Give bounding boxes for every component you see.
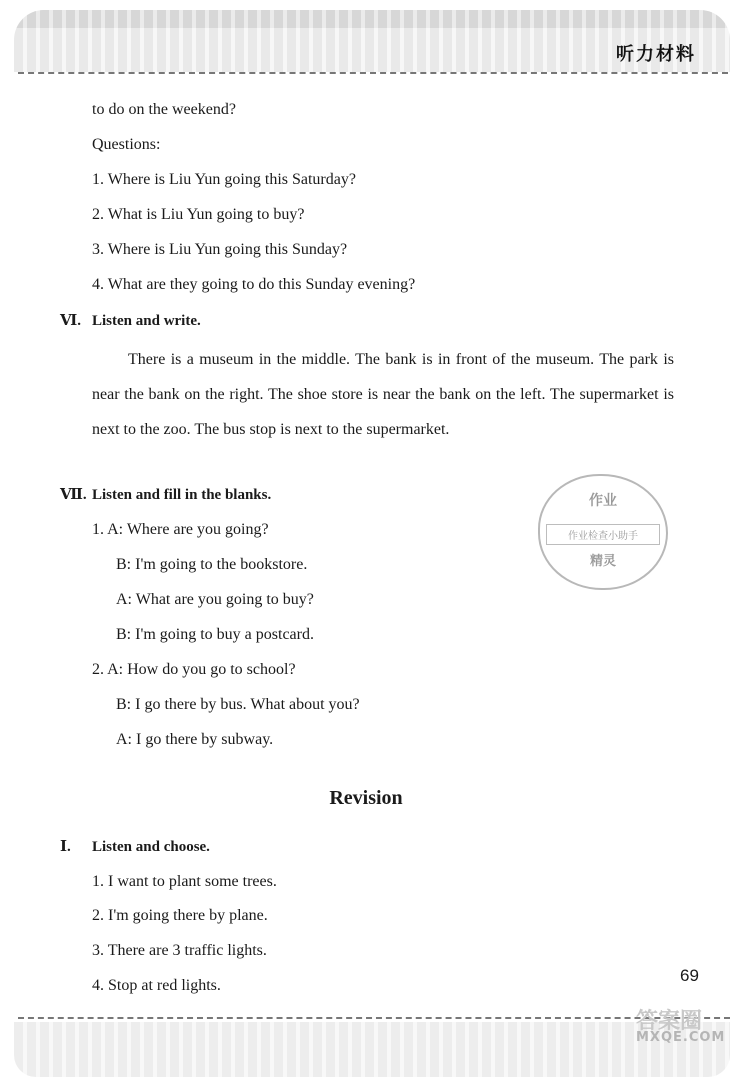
revision-title: Revision	[329, 787, 403, 809]
header-divider	[18, 72, 728, 74]
question-item: 3. Where is Liu Yun going this Sunday?	[92, 241, 348, 258]
site-url: MXQE.COM	[636, 1030, 726, 1045]
section-6-title: Listen and write.	[92, 313, 201, 329]
section-7-number: Ⅶ.	[60, 487, 87, 503]
choice-item: 2. I'm going there by plane.	[92, 907, 268, 924]
choice-item: 3. There are 3 traffic lights.	[92, 942, 267, 959]
text-line: to do on the weekend?	[92, 101, 236, 118]
question-item: 4. What are they going to do this Sunday evening?	[92, 276, 416, 293]
revision-section-1-title: Listen and choose.	[92, 839, 210, 855]
section-7-title: Listen and fill in the blanks.	[92, 487, 272, 503]
dialogue-line: 1. A: Where are you going?	[92, 521, 269, 538]
footer-divider	[18, 1017, 730, 1019]
dialogue-line: A: I go there by subway.	[116, 731, 274, 748]
question-item: 2. What is Liu Yun going to buy?	[92, 206, 305, 223]
choice-item: 4. Stop at red lights.	[92, 977, 221, 994]
text-line: Questions:	[92, 136, 161, 153]
question-item: 1. Where is Liu Yun going this Saturday?	[92, 171, 356, 188]
choice-item: 1. I want to plant some trees.	[92, 873, 277, 890]
dialogue-line: B: I'm going to the bookstore.	[116, 556, 308, 573]
dialogue-line: 2. A: How do you go to school?	[92, 661, 296, 678]
stamp-seal	[538, 474, 668, 590]
dialogue-line: A: What are you going to buy?	[116, 591, 314, 608]
stamp-top-text: 作业	[589, 493, 617, 509]
dialogue-line: B: I'm going to buy a postcard.	[116, 626, 314, 643]
site-logo: 答案圈	[636, 1009, 703, 1034]
revision-section-1-number: Ⅰ.	[60, 839, 71, 855]
stamp-bottom-text: 精灵	[589, 554, 616, 569]
dialogue-line: B: I go there by bus. What about you?	[116, 696, 360, 713]
page-number: 69	[680, 966, 699, 985]
header-title: 听力材料	[616, 44, 696, 65]
stamp-middle-text: 作业检查小助手	[546, 524, 660, 545]
section-6-paragraph: There is a museum in the middle. The bank is in front of the museum. The park is near the bank on the right. The shoe store is near the bank on the left. The supermarket is next to the zoo. The bus stop is next to the supermarket.	[92, 351, 674, 438]
page-footer-band	[14, 1022, 730, 1077]
section-6-number: Ⅵ.	[60, 313, 81, 329]
